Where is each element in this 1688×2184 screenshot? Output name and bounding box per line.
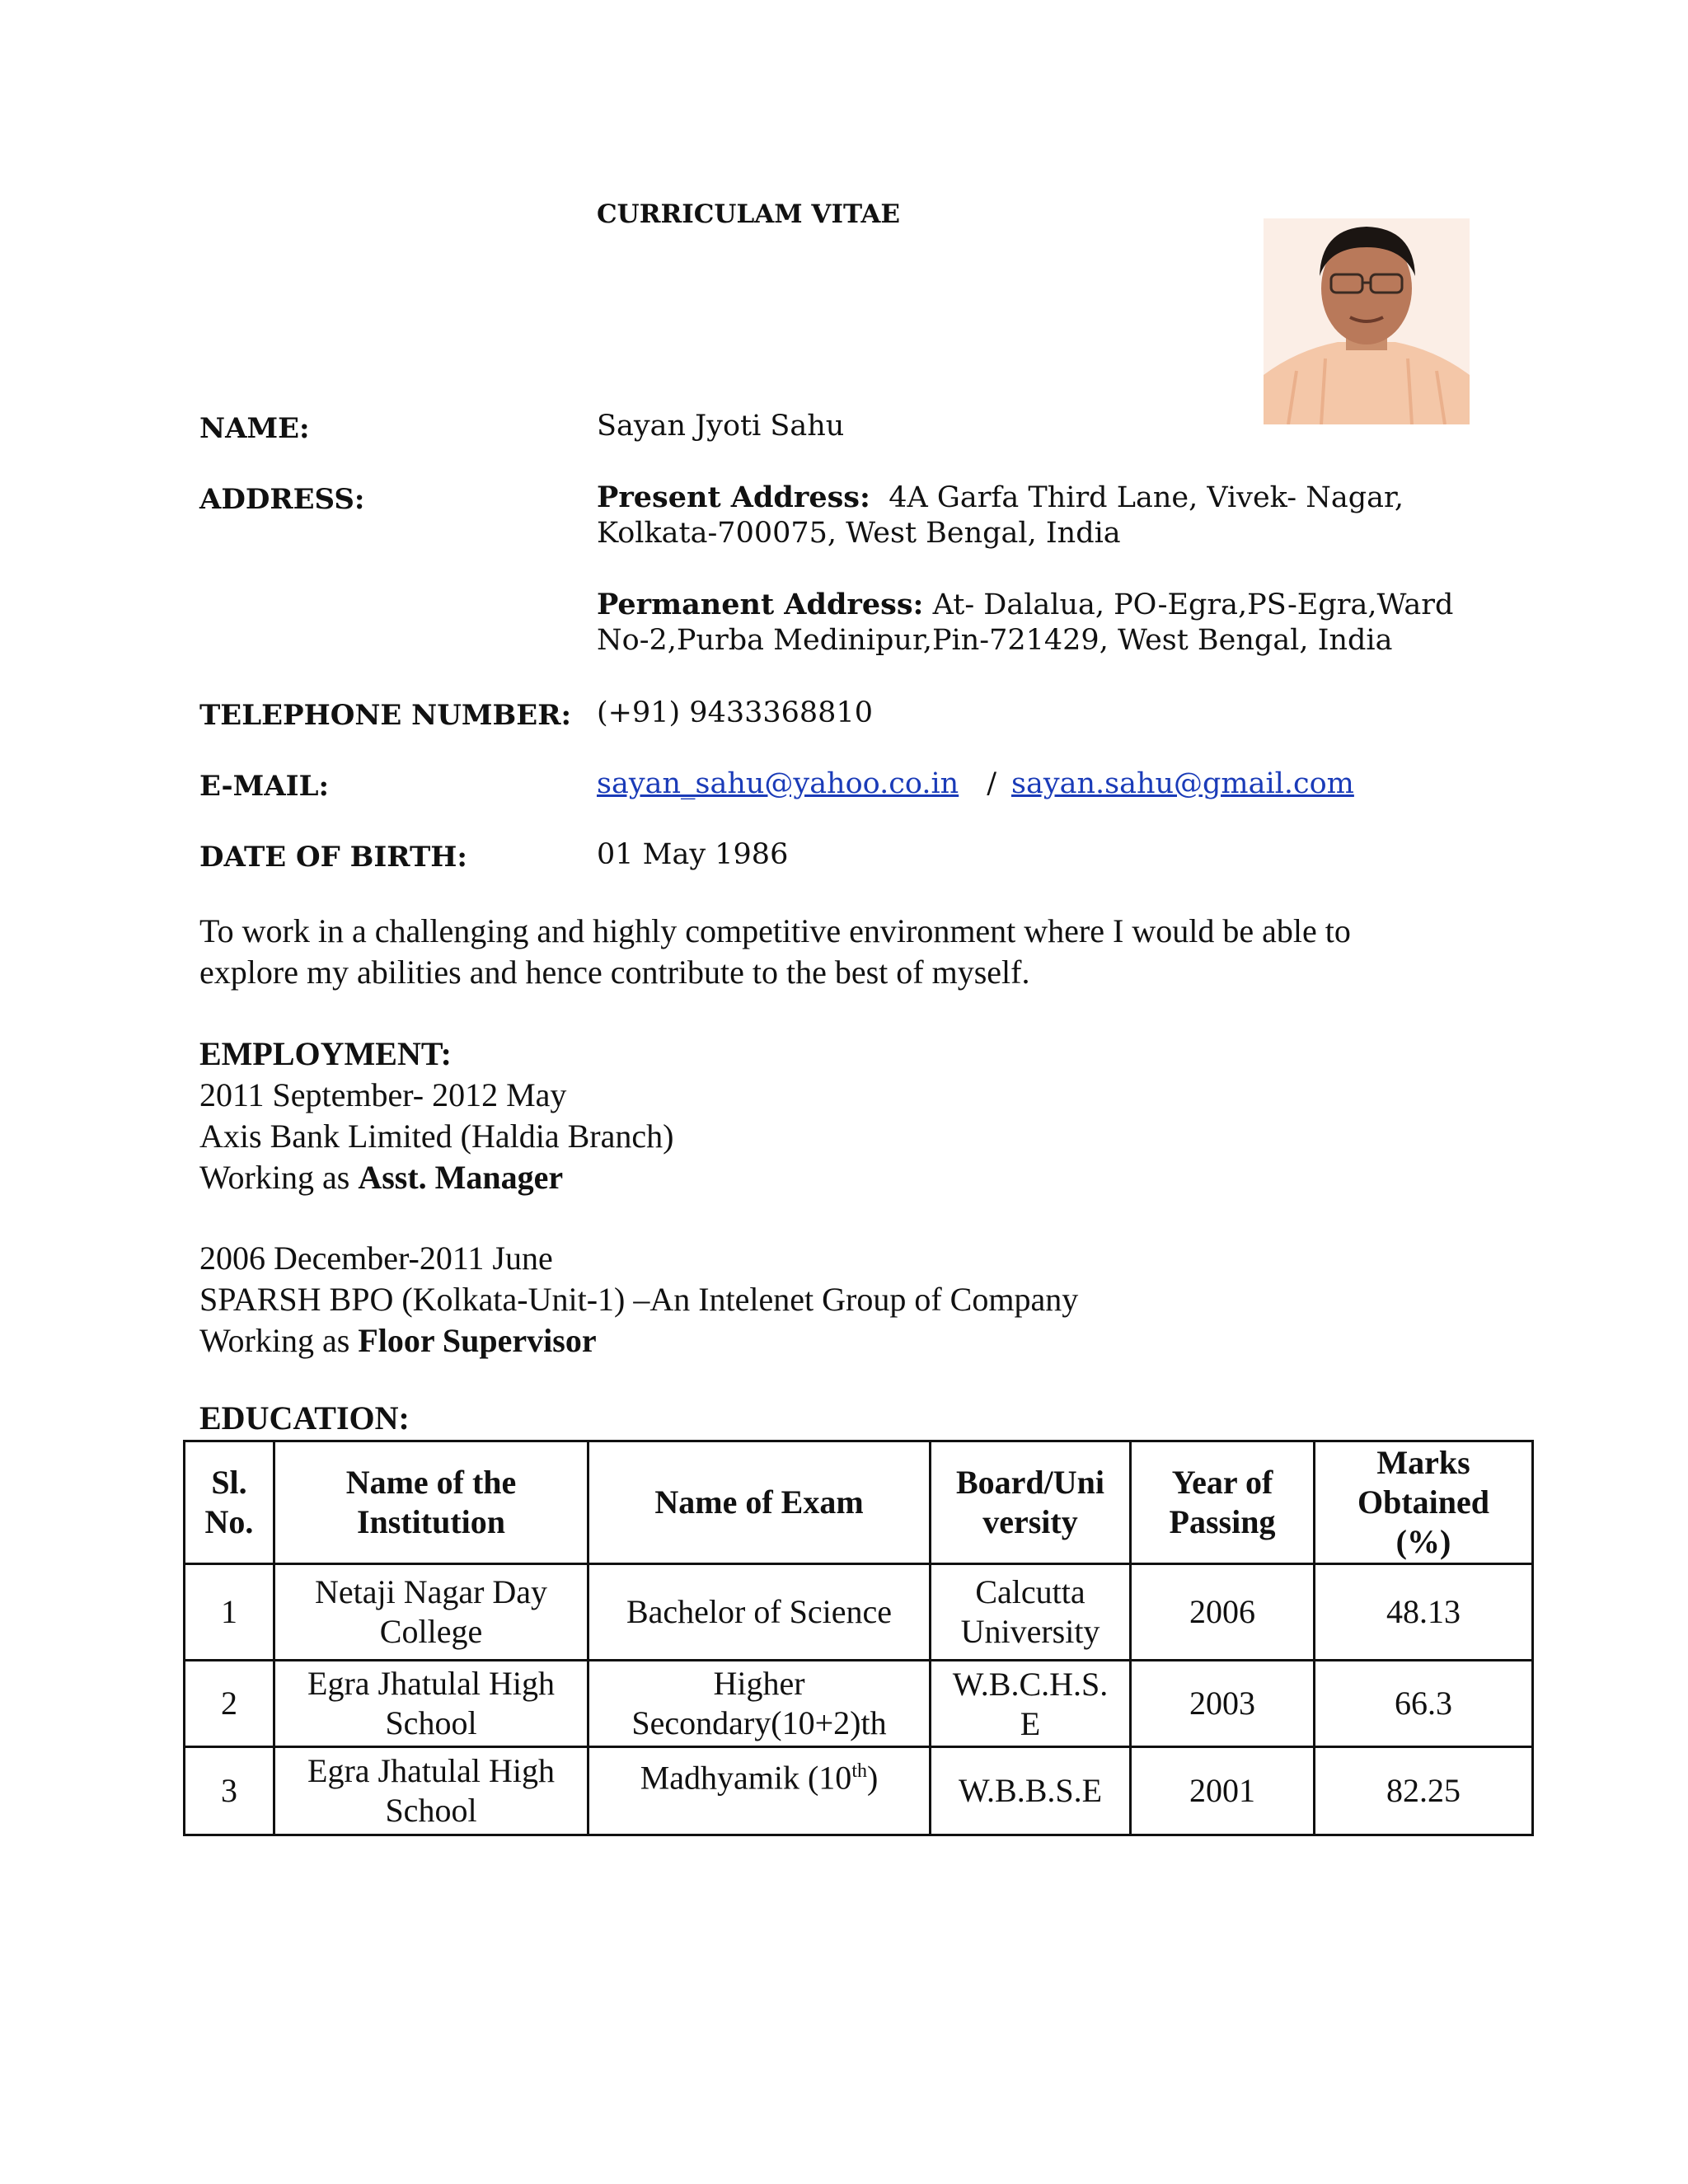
header-exam: Name of Exam — [588, 1441, 931, 1564]
table-row — [185, 1564, 1533, 1661]
cell-year: 2001 — [1131, 1747, 1315, 1835]
education-heading: EDUCATION: — [199, 1399, 410, 1436]
header-inst-line2: Institution — [356, 1503, 506, 1540]
cell-institution — [274, 1661, 588, 1747]
cell-exam: Bachelor of Science — [588, 1564, 931, 1661]
profile-photo — [1264, 218, 1470, 424]
email-separator: / — [987, 767, 996, 800]
cell-inst-line2: College — [379, 1613, 483, 1650]
email-link-secondary[interactable]: sayan.sahu@gmail.com — [1010, 767, 1354, 800]
cell-exam-line2: Secondary(10+2)th — [631, 1704, 887, 1741]
cell-exam — [588, 1661, 931, 1747]
cell-marks: 82.25 — [1315, 1747, 1533, 1835]
job-1-role-prefix: Working as — [199, 1159, 359, 1196]
job-1-company: Axis Bank Limited (Haldia Branch) — [199, 1118, 674, 1155]
cell-sl: 2 — [185, 1661, 274, 1747]
objective-line1: To work in a challenging and highly competitive environment where I would be able to — [199, 912, 1351, 949]
cell-board-line1: W.B.C.H.S. — [952, 1666, 1109, 1703]
cell-inst-line2: School — [385, 1704, 477, 1741]
header-board-line1: Board/Uni — [955, 1464, 1105, 1501]
cell-exam-line1: Higher — [713, 1665, 805, 1702]
header-sl-no — [185, 1441, 274, 1564]
job-2-role-prefix: Working as — [199, 1322, 359, 1359]
cell-board-line1: Calcutta — [975, 1573, 1085, 1610]
job-1-role: Asst. Manager — [358, 1159, 564, 1196]
address-label: ADDRESS: — [199, 483, 365, 516]
table-row — [185, 1747, 1533, 1835]
job-1-period: 2011 September- 2012 May — [199, 1076, 567, 1113]
permanent-address — [597, 587, 1453, 658]
cell-inst-line2: School — [385, 1792, 477, 1829]
cell-board-line2: University — [960, 1613, 1100, 1650]
email-label: E-MAIL: — [199, 770, 330, 803]
header-marks-line2: Obtained — [1357, 1483, 1490, 1521]
name-label: NAME: — [199, 412, 310, 445]
cell-sl: 1 — [185, 1564, 274, 1661]
cell-exam-superscript: th — [851, 1760, 867, 1782]
objective — [199, 911, 1351, 993]
present-address-line2: Kolkata-700075, West Bengal, India — [597, 517, 1121, 550]
cell-exam-close: ) — [866, 1759, 879, 1797]
header-year-line1: Year of — [1171, 1464, 1273, 1501]
present-address-line1: 4A Garfa Third Lane, Vivek- Nagar, — [889, 481, 1404, 514]
header-marks-line1: Marks — [1376, 1444, 1470, 1481]
job-1 — [199, 1075, 673, 1198]
header-marks-line3: (%) — [1395, 1523, 1451, 1560]
telephone-value: (+91) 9433368810 — [597, 696, 873, 729]
dob-label: DATE OF BIRTH: — [199, 841, 467, 874]
employment-heading: EMPLOYMENT: — [199, 1035, 452, 1072]
cell-board-line2: E — [1020, 1705, 1041, 1742]
education-header-row — [185, 1441, 1533, 1564]
table-row — [185, 1661, 1533, 1747]
cell-marks: 66.3 — [1315, 1661, 1533, 1747]
objective-line2: explore my abilities and hence contribute to the best of myself. — [199, 954, 1030, 991]
email-link-primary[interactable]: sayan_sahu@yahoo.co.in — [597, 767, 959, 800]
header-inst-line1: Name of the — [345, 1464, 517, 1501]
job-2 — [199, 1238, 1078, 1361]
cell-inst-line1: Egra Jhatulal High — [307, 1752, 555, 1789]
cell-exam — [588, 1747, 931, 1835]
telephone-label: TELEPHONE NUMBER: — [199, 699, 571, 732]
permanent-address-line2: No-2,Purba Medinipur,Pin-721429, West Bengal, India — [597, 624, 1393, 657]
permanent-address-line1: At- Dalalua, PO-Egra,PS-Egra,Ward — [932, 588, 1454, 621]
cell-inst-line1: Netaji Nagar Day — [314, 1573, 548, 1610]
cell-inst-line1: Egra Jhatulal High — [307, 1665, 555, 1702]
cell-institution — [274, 1747, 588, 1835]
cell-exam-text: Madhyamik (10 — [640, 1759, 852, 1797]
cell-board: W.B.B.S.E — [931, 1747, 1131, 1835]
permanent-address-label: Permanent Address: — [597, 588, 924, 621]
dob-value: 01 May 1986 — [597, 838, 789, 871]
cell-sl: 3 — [185, 1747, 274, 1835]
cell-board — [931, 1661, 1131, 1747]
education-table — [183, 1440, 1534, 1836]
name-value: Sayan Jyoti Sahu — [597, 410, 845, 443]
job-2-company: SPARSH BPO (Kolkata-Unit-1) –An Intelenet Group of Company — [199, 1281, 1079, 1318]
header-sl-line2: No. — [204, 1503, 254, 1540]
job-2-role: Floor Supervisor — [358, 1322, 597, 1359]
header-year — [1131, 1441, 1315, 1564]
present-address-label: Present Address: — [597, 480, 870, 514]
cell-board — [931, 1564, 1131, 1661]
header-board-line2: versity — [982, 1503, 1078, 1540]
cell-marks: 48.13 — [1315, 1564, 1533, 1661]
header-institution — [274, 1441, 588, 1564]
document-title: CURRICULAM VITAE — [597, 199, 901, 229]
cell-year: 2006 — [1131, 1564, 1315, 1661]
header-board — [931, 1441, 1131, 1564]
header-sl-line1: Sl. — [211, 1464, 247, 1501]
header-marks — [1315, 1441, 1533, 1564]
header-year-line2: Passing — [1169, 1503, 1276, 1540]
present-address — [597, 480, 1404, 551]
email-values — [597, 766, 1354, 802]
cell-institution — [274, 1564, 588, 1661]
cell-year: 2003 — [1131, 1661, 1315, 1747]
job-2-period: 2006 December-2011 June — [199, 1240, 553, 1277]
